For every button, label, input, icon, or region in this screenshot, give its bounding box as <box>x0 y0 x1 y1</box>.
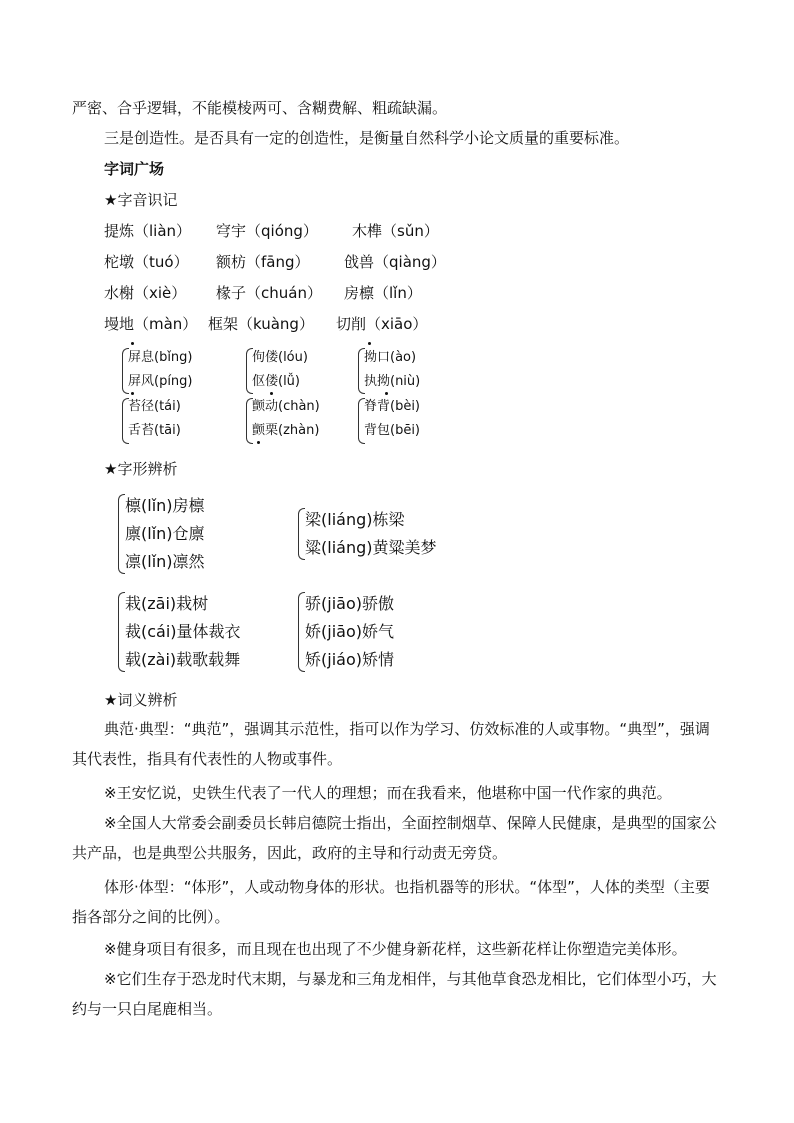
glyph-item: 廪(lǐn)仓廪 <box>125 524 205 543</box>
pron-item: 提炼（liàn） <box>104 222 192 240</box>
glyph-item: 凛(lǐn)凛然 <box>125 552 205 571</box>
pron-item: 椽子（chuán） <box>216 284 322 302</box>
example-1: ※王安忆说，史铁生代表了一代人的理想；而在我看来，他堪称中国一代作家的典范。 <box>104 784 672 802</box>
glyph-group-2 <box>298 506 478 564</box>
polyphone-item: 舌苔(tāi) <box>128 423 181 438</box>
pron-item: 墁地（màn） <box>104 315 198 333</box>
example-4: ※它们生存于恐龙时代末期，与暴龙和三角龙相伴，与其他草食恐龙相比，它们体型小巧，大约与一只白尾鹿相当。 <box>72 970 717 1018</box>
polyphone-item: 佝偻(lóu) <box>252 350 308 365</box>
glyph-item: 娇(jiāo)娇气 <box>305 622 394 641</box>
glyph-item: 矫(jiáo)矫情 <box>305 650 394 669</box>
polyphone-item: 屏风(píng) <box>128 374 193 389</box>
polyphone-item: 苔径(tái) <box>128 399 181 414</box>
polyphone-group-1 <box>122 346 242 446</box>
text-line-2: 三是创造性。是否具有一定的创造性，是衡量自然科学小论文质量的重要标准。 <box>104 129 630 147</box>
glyph-item: 檩(lǐn)房檩 <box>125 496 205 515</box>
example-2: ※全国人大常委会副委员长韩启德院士指出，全面控制烟草、保障人民健康，是典型的国家公共产品，也是典型公共服务，因此，政府的主导和行动责无旁贷。 <box>72 814 717 862</box>
brace <box>298 508 305 560</box>
polyphone-item: 脊背(bèi) <box>364 399 421 414</box>
glyph-item: 粱(liáng)黄粱美梦 <box>305 538 437 557</box>
paragraph-dianfan: 典范·典型：“典范”，强调其示范性，指可以作为学习、仿效标准的人或事物。“典型”，强调其代表性，指具有代表性的人物或事件。 <box>72 720 710 768</box>
example-3: ※健身项目有很多，而且现在也出现了不少健身新花样，这些新花样让你塑造完美体形。 <box>104 940 687 958</box>
polyphone-item: 颤栗(zhàn) <box>252 423 320 438</box>
glyph-group-3 <box>118 590 278 676</box>
polyphone-item: 背包(bēi) <box>364 423 421 438</box>
brace <box>298 592 305 672</box>
polyphone-group-3 <box>358 346 478 446</box>
glyph-item: 梁(liáng)栋梁 <box>305 510 405 529</box>
pron-item: 切削（xiāo） <box>336 315 428 333</box>
glyph-item: 裁(cái)量体裁衣 <box>125 622 241 641</box>
glyph-group-4 <box>298 590 438 676</box>
pron-item: 水榭（xiè） <box>104 284 187 302</box>
brace <box>118 592 125 672</box>
emphasis-dot <box>368 342 371 345</box>
glyph-item: 骄(jiāo)骄傲 <box>305 594 394 613</box>
polyphone-item: 颤动(chàn) <box>252 399 320 414</box>
text-line-1: 严密、合乎逻辑，不能模棱两可、含糊费解、粗疏缺漏。 <box>72 99 448 117</box>
pron-item: 额枋（fāng） <box>216 253 310 271</box>
emphasis-dot <box>131 342 134 345</box>
polyphone-item: 执拗(niù) <box>364 374 421 389</box>
subheading-glyph: ★字形辨析 <box>104 460 178 478</box>
subheading-pronunciation: ★字音识记 <box>104 191 178 209</box>
polyphone-item: 伛偻(lǚ) <box>252 374 300 389</box>
pron-item: 框架（kuàng） <box>208 315 314 333</box>
pron-item: 木榫（sǔn） <box>352 222 439 240</box>
paragraph-tixing: 体形·体型：“体形”，人或动物身体的形状。也指机器等的形状。“体型”，人体的类型（主要指各部分之间的比例）。 <box>72 878 710 926</box>
pron-item: 戗兽（qiàng） <box>344 253 446 271</box>
pron-item: 房檩（lǐn） <box>344 284 422 302</box>
glyph-group-1 <box>118 492 268 578</box>
glyph-item: 载(zài)载歌载舞 <box>125 650 241 669</box>
polyphone-item: 拗口(ào) <box>364 350 417 365</box>
polyphone-item: 屏息(bǐng) <box>128 350 193 365</box>
polyphone-group-2 <box>246 346 366 446</box>
glyph-item: 栽(zāi)栽树 <box>125 594 209 613</box>
pron-item: 柁墩（tuó） <box>104 253 189 271</box>
pron-item: 穹宇（qióng） <box>216 222 318 240</box>
brace <box>118 494 125 574</box>
subheading-meaning: ★词义辨析 <box>104 691 178 709</box>
section-title: 字词广场 <box>104 160 165 178</box>
